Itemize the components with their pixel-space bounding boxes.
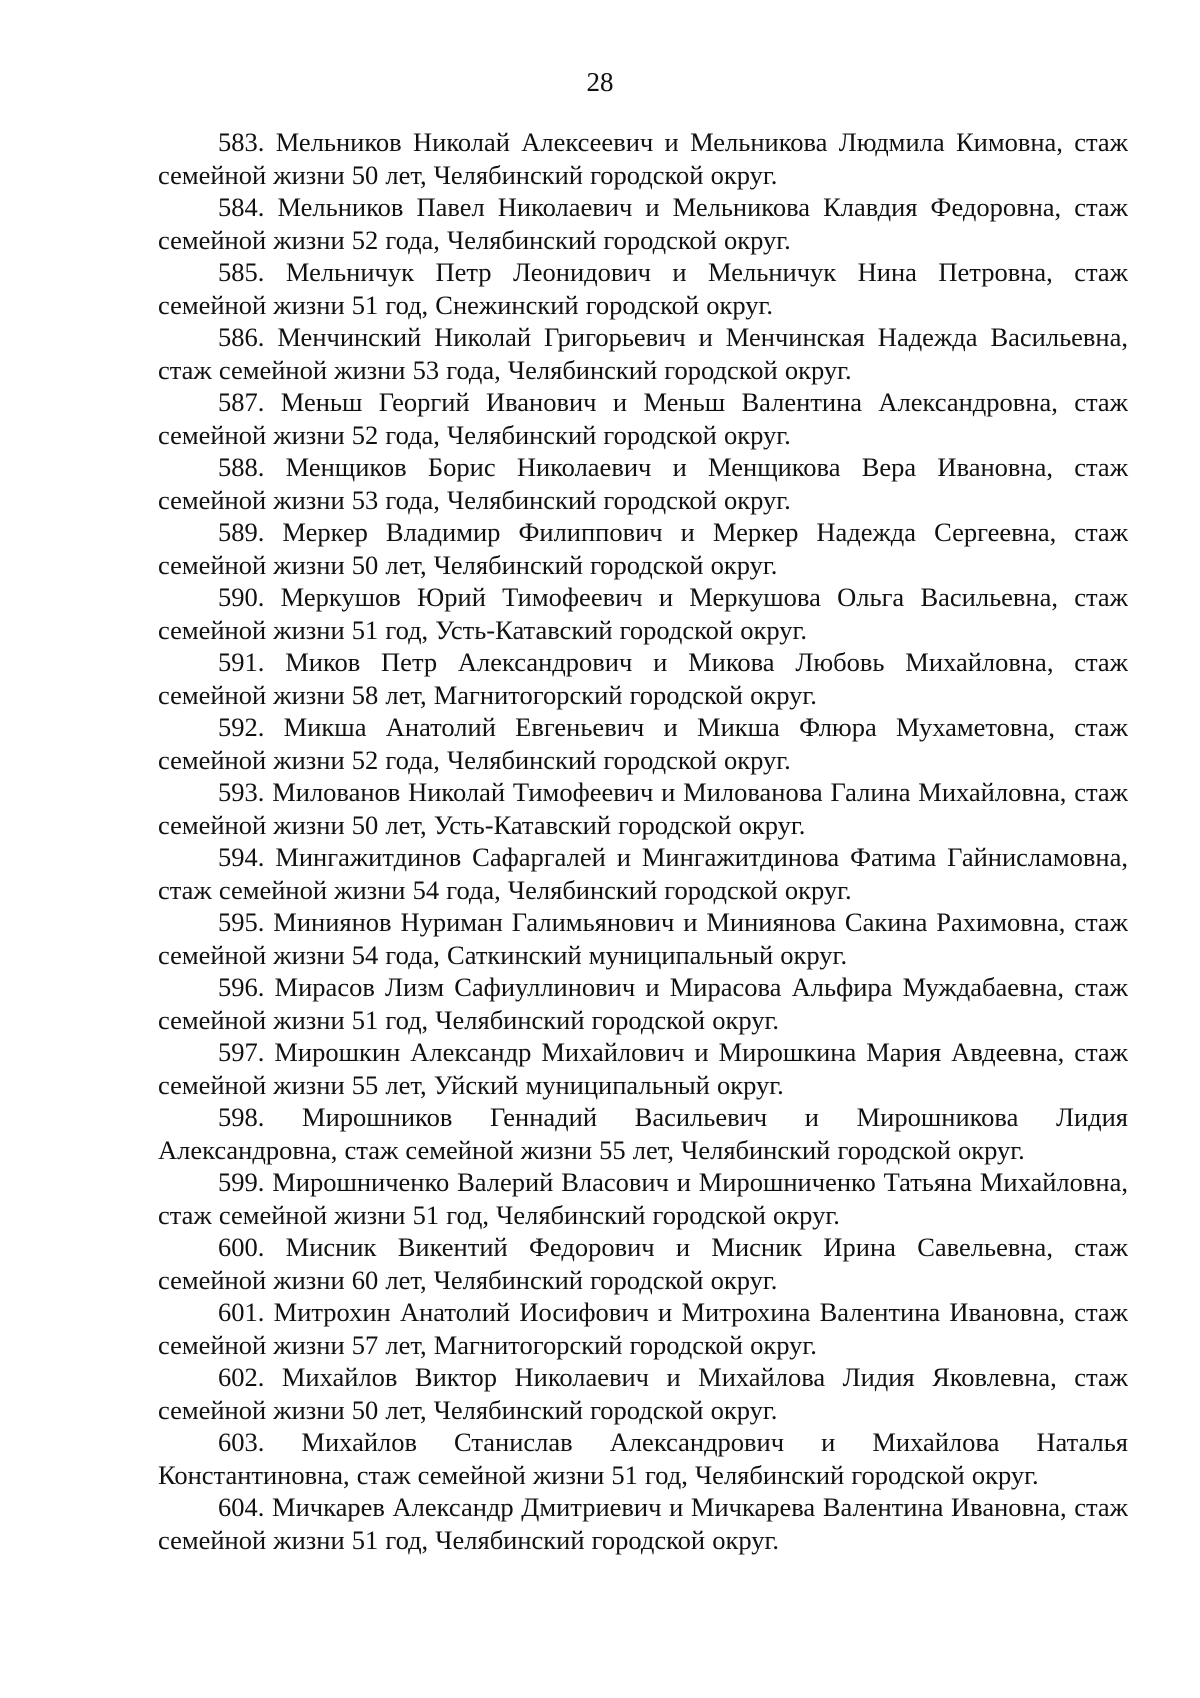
list-item: 585. Мельничук Петр Леонидович и Мельничук Нина Петровна, стаж семейной жизни 51 год, Снежинский городской округ. xyxy=(158,257,1128,320)
list-item: 604. Мичкарев Александр Дмитриевич и Мичкарева Валентина Ивановна, стаж семейной жизни 51 год, Челябинский городской округ. xyxy=(158,1492,1128,1555)
list-item: 594. Мингажитдинов Сафаргалей и Мингажитдинова Фатима Гайнисламовна, стаж семейной жизни 54 года, Челябинский городской округ. xyxy=(158,842,1128,905)
list-item: 596. Мирасов Лизм Сафиуллинович и Мирасова Альфира Муждабаевна, стаж семейной жизни 51 год, Челябинский городской округ. xyxy=(158,972,1128,1035)
list-item: 603. Михайлов Станислав Александрович и Михайлова Наталья Константиновна, стаж семейной жизни 51 год, Челябинский городской округ. xyxy=(158,1427,1128,1490)
page-number: 28 xyxy=(586,67,614,97)
list-item: 602. Михайлов Виктор Николаевич и Михайлова Лидия Яковлевна, стаж семейной жизни 50 лет, Челябинский городской округ. xyxy=(158,1362,1128,1425)
list-item: 584. Мельников Павел Николаевич и Мельникова Клавдия Федоровна, стаж семейной жизни 52 года, Челябинский городской округ. xyxy=(158,192,1128,255)
list-item: 588. Менщиков Борис Николаевич и Менщикова Вера Ивановна, стаж семейной жизни 53 года, Челябинский городской округ. xyxy=(158,452,1128,515)
list-item: 593. Милованов Николай Тимофеевич и Милованова Галина Михайловна, стаж семейной жизни 50 лет, Усть-Катавский городской округ. xyxy=(158,777,1128,840)
list-item: 600. Мисник Викентий Федорович и Мисник Ирина Савельевна, стаж семейной жизни 60 лет, Челябинский городской округ. xyxy=(158,1232,1128,1295)
list-item: 590. Меркушов Юрий Тимофеевич и Меркушова Ольга Васильевна, стаж семейной жизни 51 год, Усть-Катавский городской округ. xyxy=(158,582,1128,645)
list-item: 591. Миков Петр Александрович и Микова Любовь Михайловна, стаж семейной жизни 58 лет, Магнитогорский городской округ. xyxy=(158,647,1128,710)
list-item: 598. Мирошников Геннадий Васильевич и Мирошникова Лидия Александровна, стаж семейной жизни 55 лет, Челябинский городской округ. xyxy=(158,1102,1128,1165)
list-item: 597. Мирошкин Александр Михайлович и Мирошкина Мария Авдеевна, стаж семейной жизни 55 лет, Уйский муниципальный округ. xyxy=(158,1037,1128,1100)
award-list xyxy=(158,126,1128,1556)
list-item: 586. Менчинский Николай Григорьевич и Менчинская Надежда Васильевна, стаж семейной жизни 53 года, Челябинский городской округ. xyxy=(158,322,1128,385)
list-item: 589. Меркер Владимир Филиппович и Меркер Надежда Сергеевна, стаж семейной жизни 50 лет, Челябинский городской округ. xyxy=(158,517,1128,580)
list-item: 583. Мельников Николай Алексеевич и Мельникова Людмила Кимовна, стаж семейной жизни 50 лет, Челябинский городской округ. xyxy=(158,127,1128,190)
list-item: 595. Миниянов Нуриман Галимьянович и Миниянова Сакина Рахимовна, стаж семейной жизни 54 года, Саткинский муниципальный округ. xyxy=(158,907,1128,970)
list-item: 587. Меньш Георгий Иванович и Меньш Валентина Александровна, стаж семейной жизни 52 года, Челябинский городской округ. xyxy=(158,387,1128,450)
list-item: 601. Митрохин Анатолий Иосифович и Митрохина Валентина Ивановна, стаж семейной жизни 57 лет, Магнитогорский городской округ. xyxy=(158,1297,1128,1360)
list-item: 599. Мирошниченко Валерий Власович и Мирошниченко Татьяна Михайловна, стаж семейной жизни 51 год, Челябинский городской округ. xyxy=(158,1167,1128,1230)
list-item: 592. Микша Анатолий Евгеньевич и Микша Флюра Мухаметовна, стаж семейной жизни 52 года, Челябинский городской округ. xyxy=(158,712,1128,775)
